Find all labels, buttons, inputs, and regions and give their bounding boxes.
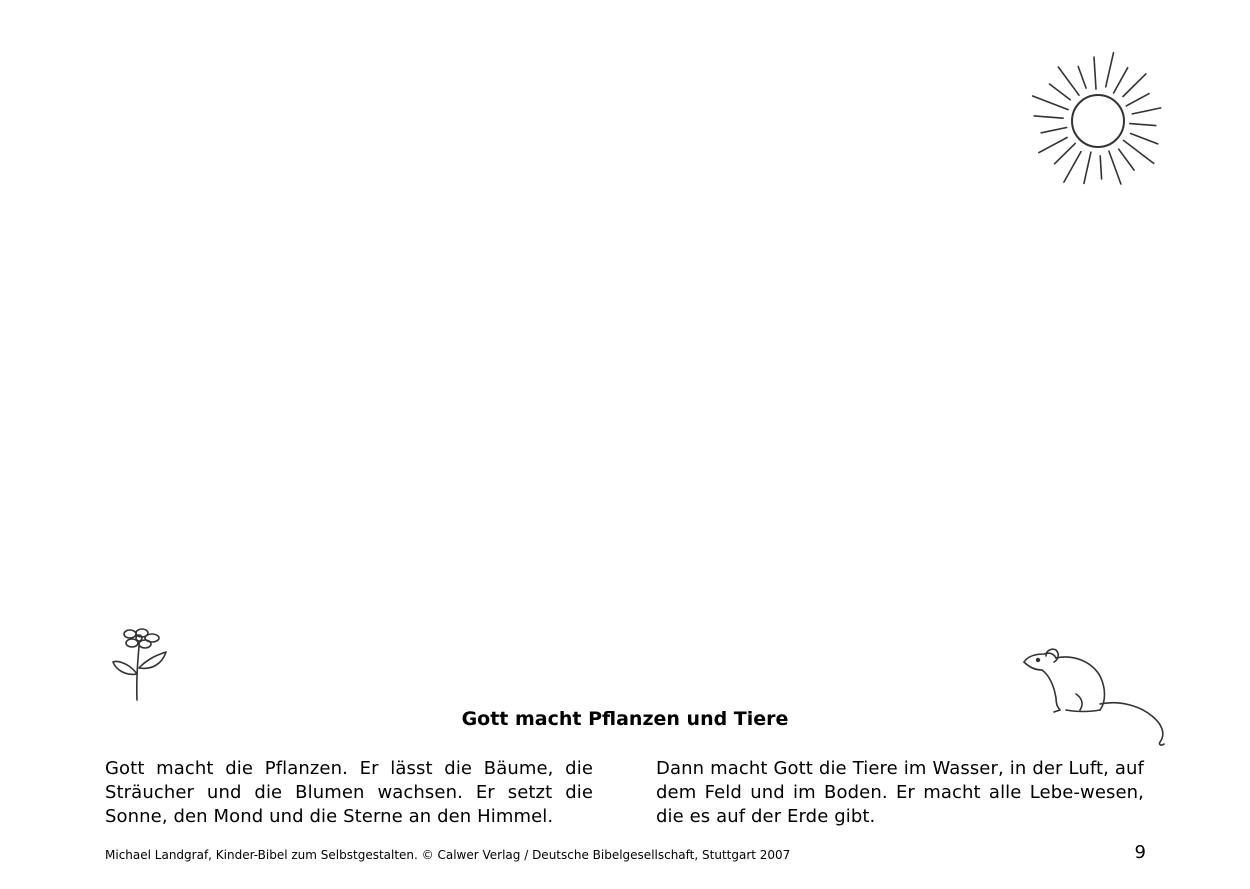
story-paragraph-left: Gott macht die Pflanzen. Er lässt die Bäume, die Sträucher und die Blumen wachsen. Er setzt die Sonne, den Mond und die Sterne an den Himmel. — [105, 758, 593, 827]
story-paragraph-right: Dann macht Gott die Tiere im Wasser, in der Luft, auf dem Feld und im Boden. Er macht alle Lebe-wesen, die es auf der Erde gibt. — [656, 758, 1144, 827]
sun-icon — [1028, 44, 1186, 198]
mouse-icon — [1020, 646, 1170, 750]
page-number: 9 — [1134, 842, 1146, 863]
page-title: Gott macht Pflanzen und Tiere — [461, 708, 789, 730]
footer-credit: Michael Landgraf, Kinder-Bibel zum Selbstgestalten. © Calwer Verlag / Deutsche Bibelgesellschaft, Stuttgart 2007 — [105, 848, 791, 862]
flower-icon — [108, 624, 172, 704]
